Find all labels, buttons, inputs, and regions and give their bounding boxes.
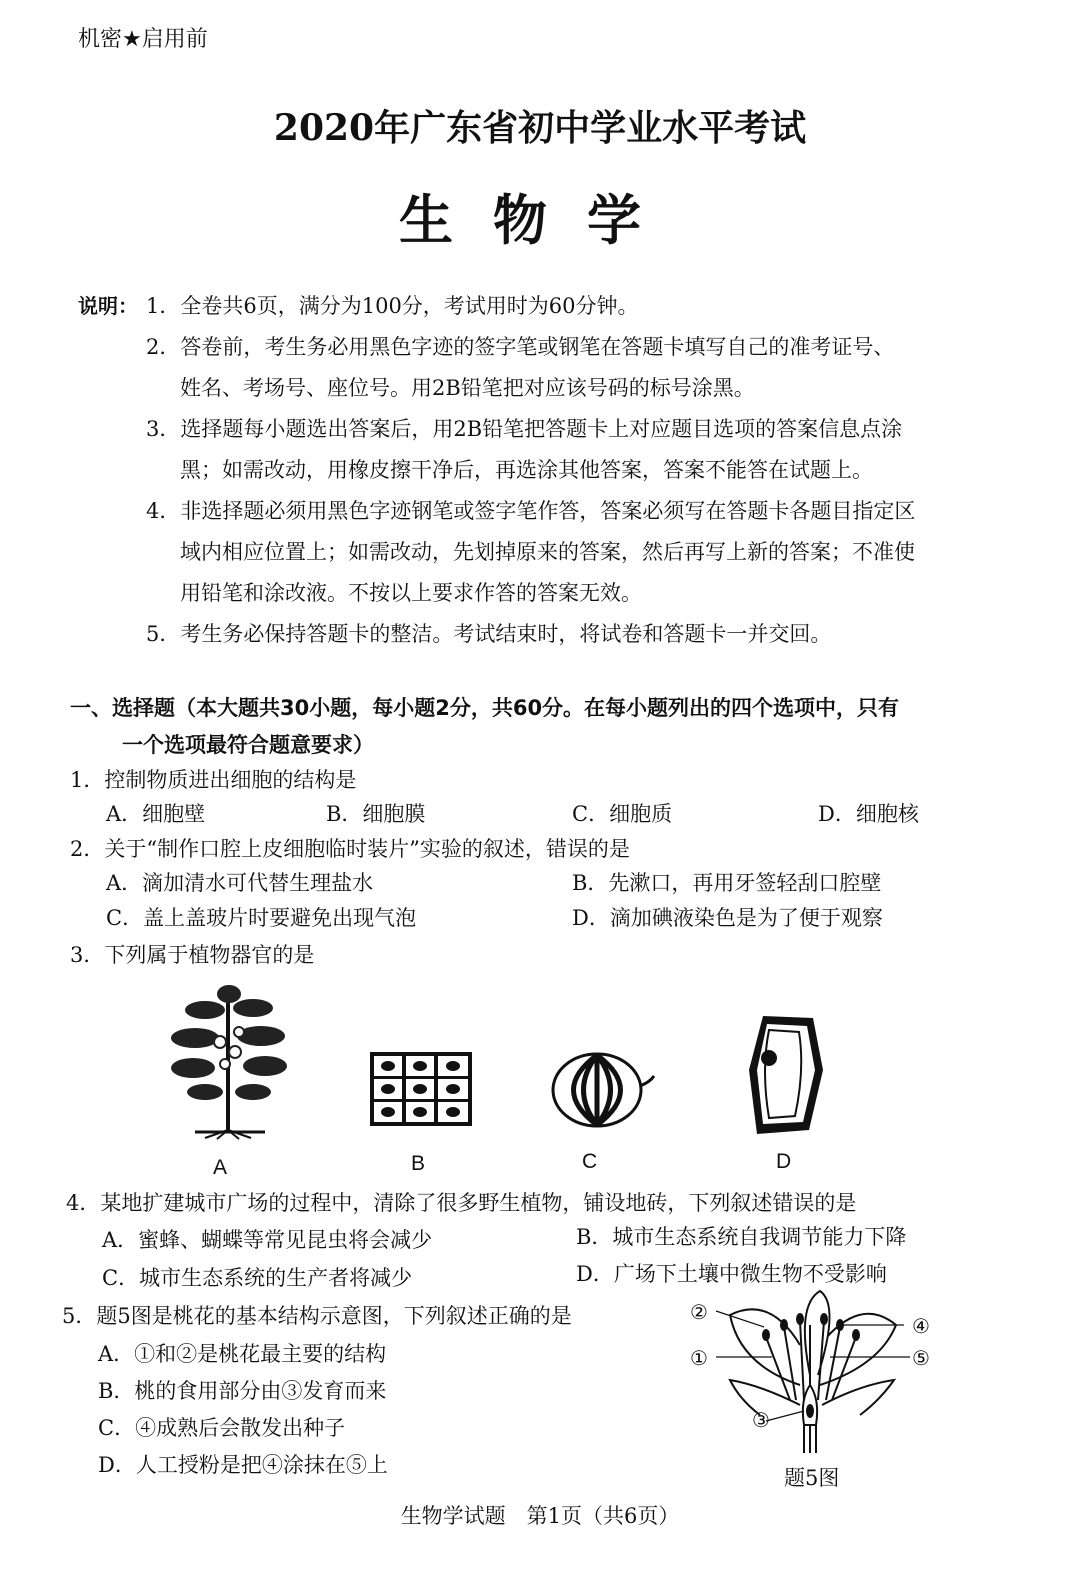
instruction-line: 1．全卷共6页，满分为100分，考试用时为60分钟。 bbox=[146, 294, 639, 318]
question-3-stem: 3．下列属于植物器官的是 bbox=[70, 943, 315, 967]
instruction-line: 姓名、考场号、座位号。用2B铅笔把对应该号码的标号涂黑。 bbox=[180, 376, 755, 400]
peach-flower-diagram bbox=[700, 1285, 930, 1455]
marker-4: ④ bbox=[912, 1314, 930, 1338]
question-5-option-a: A．①和②是桃花最主要的结构 bbox=[98, 1342, 387, 1366]
question-1-option-c: C．细胞质 bbox=[572, 802, 673, 826]
exam-title: 2020年广东省初中学业水平考试 bbox=[273, 107, 807, 149]
marker-2: ② bbox=[690, 1300, 708, 1324]
instructions-label: 说明： bbox=[78, 294, 138, 318]
figure-label-a: A bbox=[213, 1156, 228, 1179]
question-1-option-b: B．细胞膜 bbox=[326, 802, 426, 826]
plant-cell-icon bbox=[743, 1010, 828, 1140]
question-1-option-d: D．细胞核 bbox=[818, 802, 919, 826]
question-4-option-c: C．城市生态系统的生产者将减少 bbox=[102, 1266, 413, 1290]
marker-1: ① bbox=[690, 1346, 708, 1370]
figure-caption: 题5图 bbox=[784, 1466, 840, 1490]
question-1-option-a: A．细胞壁 bbox=[106, 802, 206, 826]
instruction-line: 用铅笔和涂改液。不按以上要求作答的答案无效。 bbox=[180, 581, 642, 605]
subject-title: 生物学 bbox=[399, 189, 681, 252]
question-2-option-a: A．滴加清水可代替生理盐水 bbox=[106, 871, 374, 895]
question-2-option-d: D．滴加碘液染色是为了便于观察 bbox=[572, 906, 883, 930]
question-2-option-b: B．先漱口，再用牙签轻刮口腔壁 bbox=[572, 871, 882, 895]
figure-label-c: C bbox=[582, 1150, 598, 1173]
tissue-cells-icon bbox=[370, 1052, 472, 1126]
instruction-line: 域内相应位置上；如需改动，先划掉原来的答案，然后再写上新的答案；不准使 bbox=[180, 540, 915, 564]
confidential-mark: 机密★启用前 bbox=[78, 27, 208, 52]
question-4-option-a: A．蜜蜂、蝴蝶等常见昆虫将会减少 bbox=[102, 1228, 433, 1252]
instruction-line: 4．非选择题必须用黑色字迹钢笔或签字笔作答，答案必须写在答题卡各题目指定区 bbox=[146, 499, 916, 523]
instruction-line: 2．答卷前，考生务必用黑色字迹的签字笔或钢笔在答题卡填写自己的准考证号、 bbox=[146, 335, 895, 359]
watermelon-icon bbox=[550, 1050, 660, 1130]
question-5-option-c: C．④成熟后会散发出种子 bbox=[98, 1416, 346, 1440]
question-2-option-c: C．盖上盖玻片时要避免出现气泡 bbox=[106, 906, 417, 930]
question-5-option-d: D．人工授粉是把④涂抹在⑤上 bbox=[98, 1453, 388, 1477]
marker-5: ⑤ bbox=[912, 1346, 930, 1370]
question-5-option-b: B．桃的食用部分由③发育而来 bbox=[98, 1379, 387, 1403]
question-4-option-d: D．广场下土壤中微生物不受影响 bbox=[576, 1262, 887, 1286]
question-4-option-b: B．城市生态系统自我调节能力下降 bbox=[576, 1225, 907, 1249]
question-5-stem: 5．题5图是桃花的基本结构示意图，下列叙述正确的是 bbox=[62, 1304, 572, 1328]
instruction-line: 黑；如需改动，用橡皮擦干净后，再选涂其他答案，答案不能答在试题上。 bbox=[180, 458, 873, 482]
section-heading: 一、选择题（本大题共30小题，每小题2分，共60分。在每小题列出的四个选项中，只有 bbox=[70, 696, 900, 720]
marker-3: ③ bbox=[752, 1408, 770, 1432]
instruction-line: 5．考生务必保持答题卡的整洁。考试结束时，将试卷和答题卡一并交回。 bbox=[146, 622, 832, 646]
question-1-stem: 1．控制物质进出细胞的结构是 bbox=[70, 768, 357, 792]
instruction-line: 3．选择题每小题选出答案后，用2B铅笔把答题卡上对应题目选项的答案信息点涂 bbox=[146, 417, 903, 441]
section-heading-cont: 一个选项最符合题意要求） bbox=[122, 733, 374, 757]
tomato-plant-icon bbox=[165, 980, 295, 1140]
figure-label-b: B bbox=[411, 1152, 426, 1175]
question-4-stem: 4．某地扩建城市广场的过程中，清除了很多野生植物，铺设地砖，下列叙述错误的是 bbox=[66, 1191, 857, 1215]
question-2-stem: 2．关于“制作口腔上皮细胞临时装片”实验的叙述，错误的是 bbox=[70, 837, 630, 861]
page-footer: 生物学试题 第1页（共6页） bbox=[400, 1504, 680, 1528]
figure-label-d: D bbox=[776, 1150, 792, 1173]
